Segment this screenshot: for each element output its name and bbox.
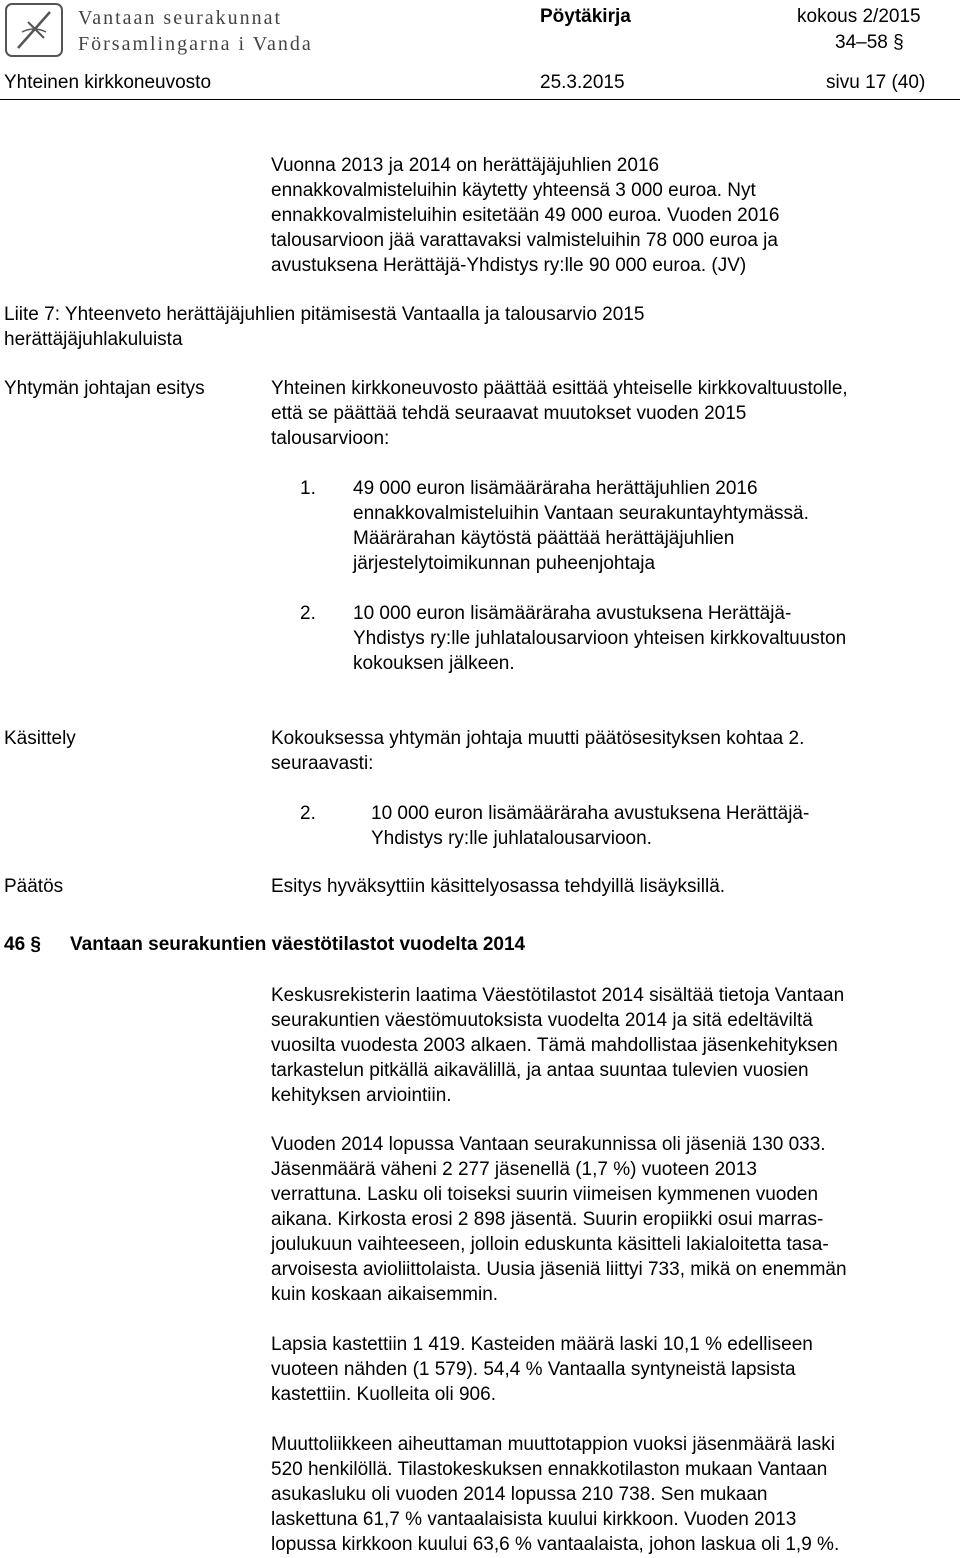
section-title: Vantaan seurakuntien väestötilastot vuodelta 2014 (70, 934, 526, 955)
statistics-paragraph-3 (271, 1332, 957, 1407)
proposal-item-1 (353, 476, 953, 576)
section-range: 34–58 § (835, 32, 904, 53)
text-line: 10 000 euron lisämääräraha avustuksena Herättäjä- (353, 603, 792, 624)
proposal-label: Yhtymän johtajan esitys (4, 378, 205, 399)
statistics-paragraph-2 (271, 1132, 957, 1307)
text-line: Yhdistys ry:lle juhlatalousarvioon yhteisen kirkkovaltuuston (353, 628, 847, 649)
section-number: 46 § (4, 934, 41, 955)
text-line: avustuksena Herättäjä-Yhdistys ry:lle 90 000 euroa. (JV) (271, 255, 747, 276)
list-item-number: 2. (300, 803, 316, 824)
text-line: Kokouksessa yhtymän johtaja muutti päätösesityksen kohtaa 2. (271, 728, 805, 749)
text-line: talousarvioon jää varattavaksi valmisteluihin 78 000 euroa ja (271, 230, 778, 251)
handling-text (271, 726, 957, 776)
meeting-number: kokous 2/2015 (797, 6, 921, 27)
text-line: tarkastelun pitkällä aikavälillä, ja antaa suuntaa tulevien vuosien (271, 1060, 809, 1081)
text-line: Yhteinen kirkkoneuvosto päättää esittää yhteiselle kirkkovaltuustolle, (271, 378, 848, 399)
text-line: talousarvioon: (271, 428, 390, 449)
text-line: arvoisesta avioliittolaista. Uusia jäseniä liittyi 733, mikä on enemmän (271, 1259, 847, 1280)
text-line: Vuoden 2014 lopussa Vantaan seurakunnissa oli jäseniä 130 033. (271, 1134, 826, 1155)
statistics-paragraph-4 (271, 1432, 957, 1557)
text-line: aikana. Kirkosta erosi 2 898 jäsentä. Suurin eropiikki osui marras- (271, 1209, 824, 1230)
org-name-finnish: Vantaan seurakunnat (78, 7, 283, 29)
text-line: kokouksen jälkeen. (353, 653, 515, 674)
organization-logo (4, 2, 364, 58)
text-line: asukasluku oli vuoden 2014 lopussa 210 738. Sen mukaan (271, 1484, 768, 1505)
text-line: Muuttoliikkeen aiheuttaman muuttotappion vuoksi jäsenmäärä laski (271, 1434, 835, 1455)
text-line: Vuonna 2013 ja 2014 on herättäjäjuhlien 2016 (271, 155, 660, 176)
text-line: kastettiin. Kuolleita oli 906. (271, 1384, 496, 1405)
text-line: joulukuun vaihteeseen, jolloin eduskunta käsitteli lakialoitetta tasa- (271, 1234, 829, 1255)
text-line: ennakkovalmisteluihin esitetään 49 000 euroa. Vuoden 2016 (271, 205, 780, 226)
list-item-number: 2. (300, 603, 316, 624)
text-line: Liite 7: Yhteenveto herättäjäjuhlien pitämisestä Vantaalla ja talousarvio 2015 (4, 304, 645, 325)
text-line: lopussa kirkkoon kuului 63,6 % vantaalaista, johon laskua oli 1,9 %. (271, 1534, 840, 1555)
text-line: 49 000 euron lisämääräraha herättäjuhlien 2016 (353, 478, 758, 499)
handling-label: Käsittely (4, 728, 76, 749)
text-line: herättäjäjuhlakuluista (4, 329, 183, 350)
text-line: Lapsia kastettiin 1 419. Kasteiden määrä laski 10,1 % edelliseen (271, 1334, 813, 1355)
section-heading (4, 932, 525, 957)
text-line: Määrärahan käytöstä päättää herättäjäjuhlien (353, 528, 735, 549)
text-line: järjestelytoimikunnan puheenjohtaja (353, 553, 656, 574)
text-line: seurakuntien väestömuutoksista vuodelta 2014 ja sitä edeltäviltä (271, 1010, 813, 1031)
text-line: kuin koskaan aikaisemmin. (271, 1284, 499, 1305)
text-line: vuosilta vuodesta 2003 alkaen. Tämä mahdollistaa jäsenkehityksen (271, 1035, 838, 1056)
text-line: Jäsenmäärä väheni 2 277 jäsenellä (1,7 %) vuoteen 2013 (271, 1159, 757, 1180)
org-name-swedish: Församlingarna i Vanda (78, 33, 313, 55)
text-line: 520 henkilöllä. Tilastokeskuksen ennakkotilaston mukaan Vantaan (271, 1459, 828, 1480)
proposal-item-2 (353, 601, 953, 676)
intro-paragraph (271, 153, 957, 278)
text-line: seuraavasti: (271, 753, 374, 774)
text-line: kehityksen arviointiin. (271, 1085, 452, 1106)
handling-item (371, 801, 951, 851)
text-line: ennakkovalmisteluihin käytetty yhteensä 3 000 euroa. Nyt (271, 180, 756, 201)
text-line: laskettuna 61,7 % vantaalaisista kuului kirkkoon. Vuoden 2013 (271, 1509, 797, 1530)
list-item-number: 1. (300, 478, 316, 499)
text-line: vuoteen nähden (1 579). 54,4 % Vantaalla syntyneistä lapsista (271, 1359, 796, 1380)
proposal-text (271, 376, 957, 451)
text-line: Yhdistys ry:lle juhlatalousarvioon. (371, 828, 652, 849)
text-line: että se päättää tehdä seuraavat muutokset vuoden 2015 (271, 403, 747, 424)
text-line: ennakkovalmisteluihin Vantaan seurakuntayhtymässä. (353, 503, 809, 524)
text-line: verrattuna. Lasku oli toiseksi suurin viimeisen kymmenen vuoden (271, 1184, 819, 1205)
statistics-paragraph-1 (271, 983, 957, 1108)
text-line: 10 000 euron lisämääräraha avustuksena Herättäjä- (371, 803, 810, 824)
header-divider (0, 99, 960, 100)
text-line: Keskusrekisterin laatima Väestötilastot 2014 sisältää tietoja Vantaan (271, 985, 845, 1006)
page-number: sivu 17 (40) (826, 72, 926, 93)
meeting-date: 25.3.2015 (540, 72, 625, 93)
decision-text: Esitys hyväksyttiin käsittelyosassa tehdyillä lisäyksillä. (271, 876, 726, 897)
decision-label: Päätös (4, 876, 64, 897)
document-type: Pöytäkirja (540, 6, 631, 27)
governing-body: Yhteinen kirkkoneuvosto (4, 72, 212, 93)
attachment-reference (4, 302, 954, 352)
cross-emblem-icon (4, 2, 66, 58)
